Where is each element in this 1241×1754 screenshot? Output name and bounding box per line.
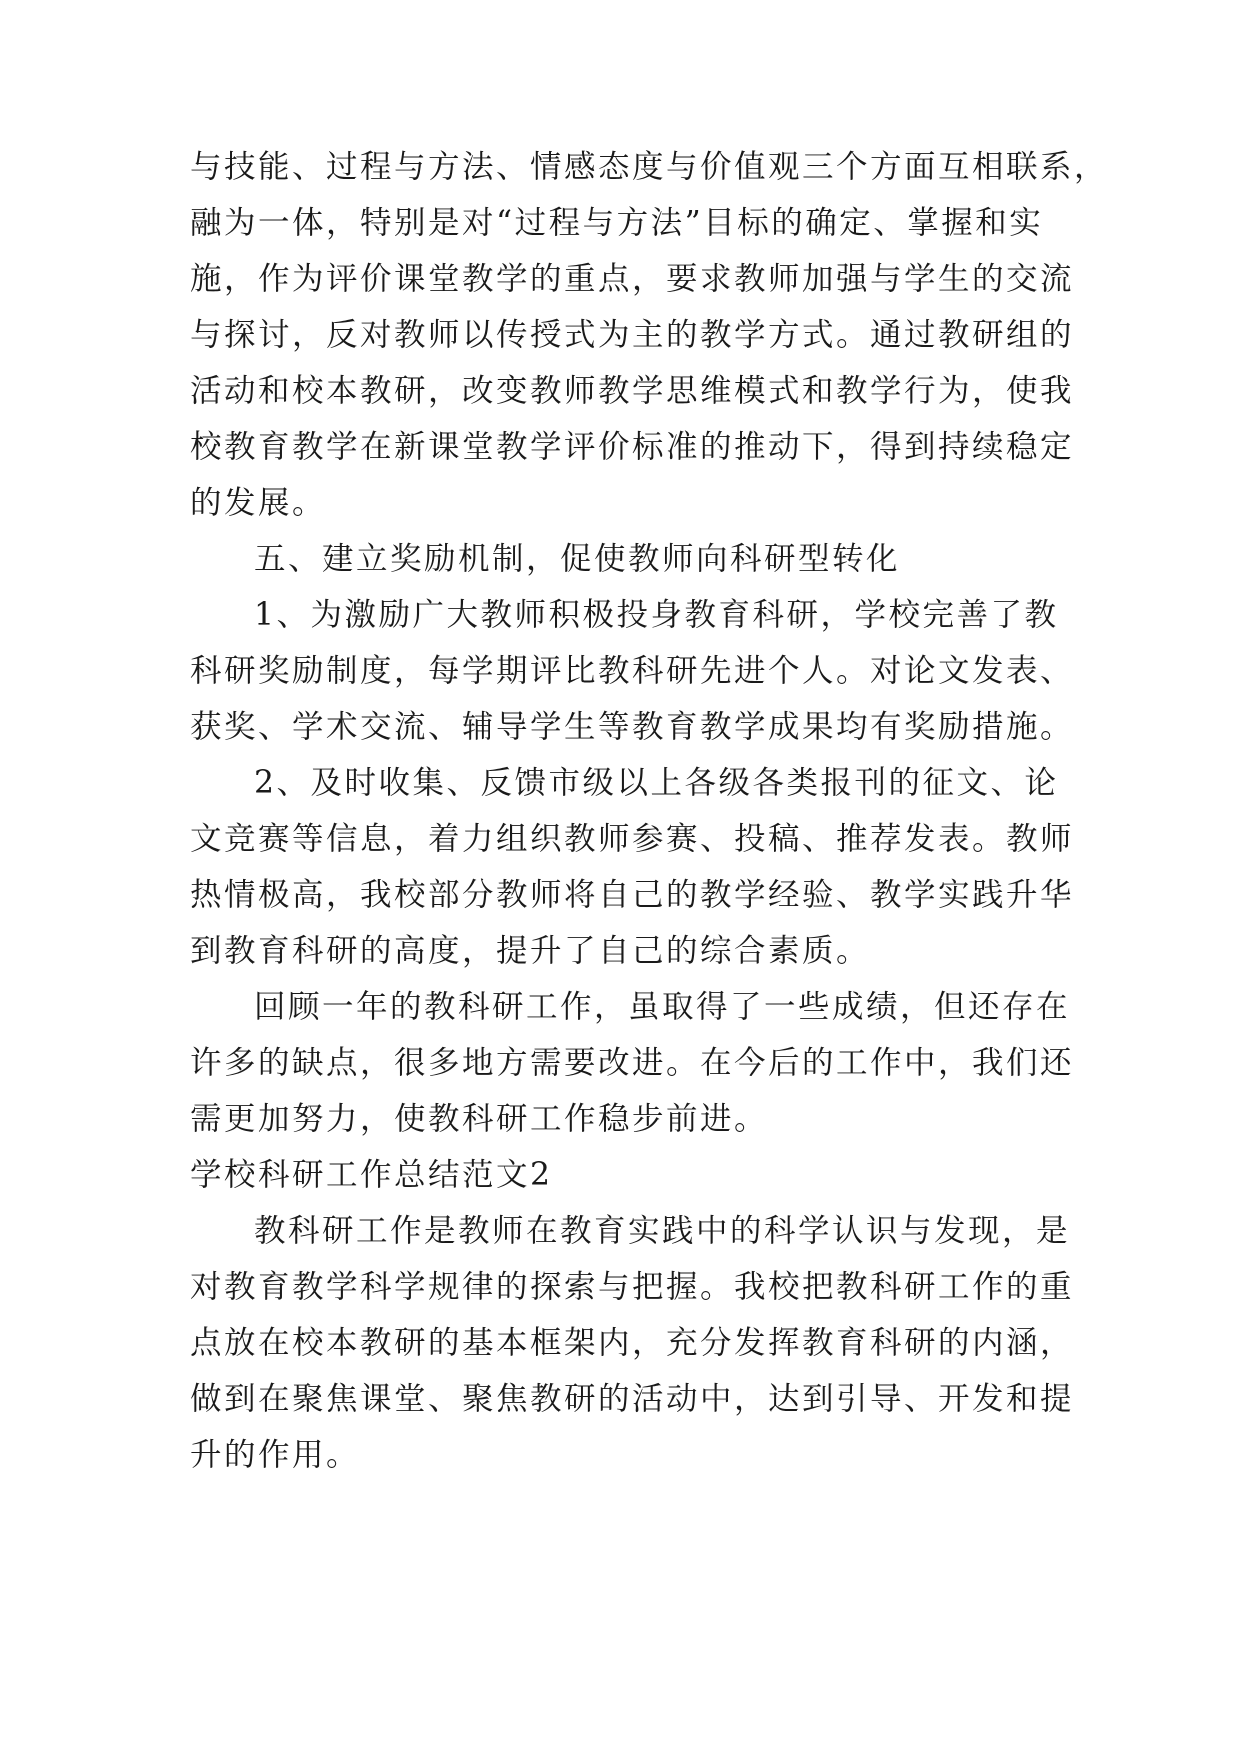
paragraph-line: 热情极高，我校部分教师将自己的教学经验、教学实践升华 — [190, 877, 1075, 913]
section-heading: 五、建立奖励机制，促使教师向科研型转化 — [254, 541, 901, 577]
paragraph-line: 需更加努力，使教科研工作稳步前进。 — [190, 1101, 769, 1137]
paragraph-line: 科研奖励制度，每学期评比教科研先进个人。对论文发表、 — [190, 653, 1075, 689]
paragraph-line: 获奖、学术交流、辅导学生等教育教学成果均有奖励措施。 — [190, 709, 1075, 745]
paragraph-line: 融为一体，特别是对“过程与方法”目标的确定、掌握和实 — [190, 205, 1044, 241]
paragraph-line: 文竞赛等信息，着力组织教师参赛、投稿、推荐发表。教师 — [190, 821, 1075, 857]
paragraph-line: 施，作为评价课堂教学的重点，要求教师加强与学生的交流 — [190, 261, 1075, 297]
paragraph-line: 到教育科研的高度，提升了自己的综合素质。 — [190, 933, 871, 969]
paragraph-line: 与探讨，反对教师以传授式为主的教学方式。通过教研组的 — [190, 317, 1075, 353]
paragraph-line: 校教育教学在新课堂教学评价标准的推动下，得到持续稳定 — [190, 429, 1075, 465]
paragraph-line: 许多的缺点，很多地方需要改进。在今后的工作中，我们还 — [190, 1045, 1075, 1081]
paragraph-line: 对教育教学科学规律的探索与把握。我校把教科研工作的重 — [190, 1269, 1075, 1305]
paragraph-line: 点放在校本教研的基本框架内，充分发挥教育科研的内涵， — [190, 1325, 1075, 1361]
paragraph-line: 回顾一年的教科研工作，虽取得了一些成绩，但还存在 — [254, 989, 1071, 1025]
paragraph-line: 的发展。 — [190, 485, 327, 521]
paragraph-line: 与技能、过程与方法、情感态度与价值观三个方面互相联系， — [190, 149, 1109, 185]
paragraph-line: 教科研工作是教师在教育实践中的科学认识与发现，是 — [254, 1213, 1071, 1249]
paragraph-line: 1、为激励广大教师积极投身教育科研，学校完善了教 — [254, 597, 1059, 633]
paragraph-line: 活动和校本教研，改变教师教学思维模式和教学行为，使我 — [190, 373, 1075, 409]
paragraph-line: 升的作用。 — [190, 1437, 361, 1473]
paragraph-line: 做到在聚焦课堂、聚焦教研的活动中，达到引导、开发和提 — [190, 1381, 1075, 1417]
document-title: 学校科研工作总结范文2 — [190, 1157, 553, 1193]
paragraph-line: 2、及时收集、反馈市级以上各级各类报刊的征文、论 — [254, 765, 1059, 801]
